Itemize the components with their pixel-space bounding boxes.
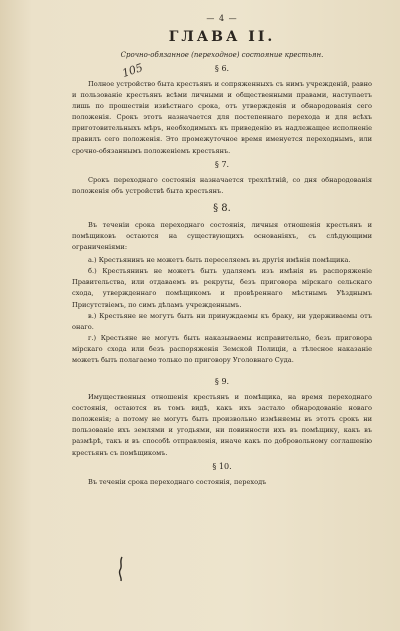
section-heading: § 9. xyxy=(214,377,230,387)
section-paragraph: Срокъ переходнаго состоянія назначается трехлѣтній, со дня обнародованія положенія объ устройствѣ быта крестьянъ. xyxy=(72,175,372,195)
page-content xyxy=(72,14,372,490)
section-paragraph: Имущественныя отношенія крестьянъ и помѣщика, на время переходнаго состоянія, остаются въ томъ видѣ, какъ ихъ застало обнародованіе новаго положенія; а потому не могутъ быть произвольно измѣняемы въ этотъ срокъ ни пользованіе ихъ землями и угодьями, ни повинности ихъ въ помѣщику, какъ въ размѣрѣ, такъ и въ способѣ отправленія, иначе какъ по добровольному соглашенію крестьянъ съ помѣщикомъ. xyxy=(72,393,372,457)
list-item: б.) Крестьянинъ не можетъ быть удаляемъ изъ имѣнія въ распоряженіе Правительства, или отдаваемъ въ рекруты, безъ приговора мірскаго сельскаго схода, утвержденнаго помѣщикомъ и провѣреннаго мѣстнымъ Уѣзднымъ Присутствіемъ, по симъ дѣламъ учрежденнымъ. xyxy=(72,267,372,309)
chapter-title: ГЛАВА II. xyxy=(168,29,276,45)
list-item: в.) Крестьяне не могутъ быть ни принуждаемы къ браку, ни удерживаемы отъ онаго. xyxy=(72,311,372,331)
handwritten-margin-note: 105 xyxy=(120,61,145,80)
list-item: а.) Крестьянинъ не можетъ быть переселяемъ въ другія имѣнія помѣщика. xyxy=(88,256,351,265)
section-heading: § 8. xyxy=(213,202,231,214)
section-heading: § 6. xyxy=(214,64,230,73)
chapter-subtitle: Срочно-обязанное (переходное) состояние крестьян. xyxy=(120,51,324,59)
page-number: — 4 — xyxy=(206,14,238,23)
section-paragraph: Полное устройство быта крестьянъ и сопряженныхъ съ нимъ учрежденій, равно и пользованіе крестьянъ всѣми личными и общественными правами, наступаетъ лишь по прошествіи извѣстнаго срока, отъ утвержденія и обнародованія сего положенія. Срокъ этотъ назначается для постепеннаго перехода и для всѣхъ приготовительныхъ мѣръ, необходимыхъ къ приведенію въ надлежащее исполненіе правилъ сего положенія. Это промежуточное время именуется переходнымъ, или срочно-обязаннымъ положеніемъ крестьянъ. xyxy=(72,80,372,155)
section-heading: § 7. xyxy=(214,159,230,169)
section-paragraph: Въ теченіи срока переходнаго состоянія, переходъ xyxy=(88,477,267,486)
section-heading: § 10. xyxy=(212,461,232,471)
section-paragraph: Въ теченіи срока переходнаго состоянія, личныя отношенія крестьянъ и помѣщиковъ остаются на существующихъ основаніяхъ, съ слѣдующими ограниченіями: xyxy=(72,220,372,252)
ink-mark-icon xyxy=(116,556,126,582)
list-item: г.) Крестьяне не могутъ быть наказываемы исправительно, безъ приговора мірскаго схода или безъ распоряженія Земской Полиціи, а тѣлесное наказаніе можетъ быть полагаемо только по приговору Уголовнаго Суда. xyxy=(72,333,372,364)
